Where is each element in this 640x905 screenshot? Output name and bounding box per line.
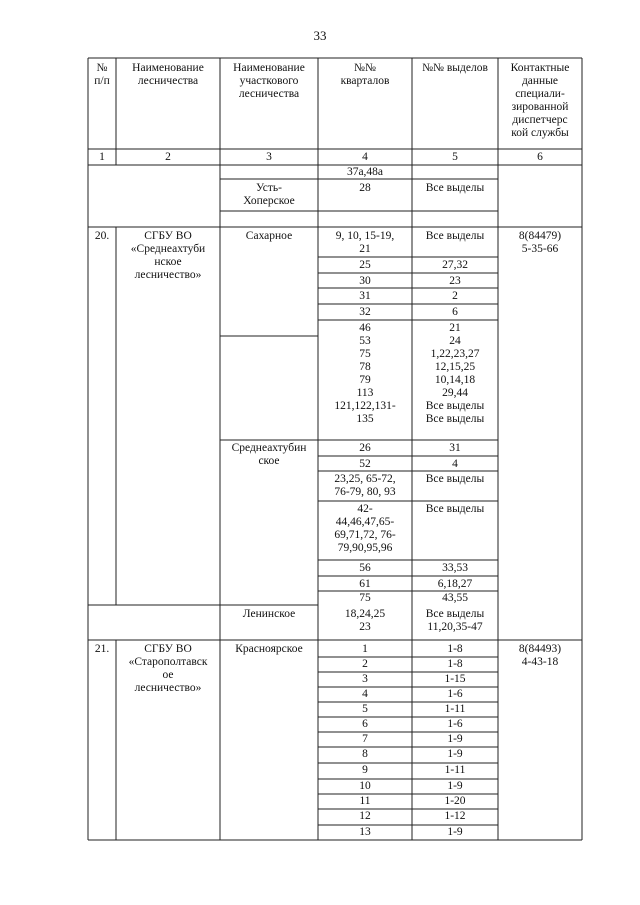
parcels-cell: 1-8 xyxy=(447,658,463,670)
parcels-cell: 1-20 xyxy=(444,795,466,807)
header-text: №№ xyxy=(354,62,376,74)
parcels-cell: 1-9 xyxy=(447,733,463,745)
contact-text: 4-43-18 xyxy=(521,656,559,668)
quarters-text: 79,90,95,96 xyxy=(337,542,393,554)
forestry-text: «Среднеахтуби xyxy=(130,243,206,255)
district-text: Среднеахтубин xyxy=(231,442,307,454)
district-name: Ленинское xyxy=(242,608,296,620)
header-col-parcels xyxy=(412,62,498,75)
header-col-number xyxy=(88,62,116,88)
header-text: лесничества xyxy=(137,75,199,87)
parcels-text: Все выделы xyxy=(425,413,485,425)
header-text: данные xyxy=(521,75,559,87)
forestry-text: лесничество» xyxy=(134,269,202,281)
column-number: 1 xyxy=(99,151,105,163)
parcels-cell: 33,53 xyxy=(442,562,468,574)
header-text: п/п xyxy=(94,75,110,87)
parcels-text: 1,22,23,27 xyxy=(430,348,480,360)
forestry-name xyxy=(116,230,220,282)
quarters-text: 121,122,131- xyxy=(334,400,396,412)
parcels-cell: Все выделы xyxy=(425,473,485,485)
quarters-cell: 25 xyxy=(359,259,371,271)
quarters-text: 44,46,47,65- xyxy=(335,516,395,528)
quarters-cell: 26 xyxy=(359,442,371,454)
forestry-name xyxy=(116,643,220,695)
row-number: 20. xyxy=(94,230,110,242)
quarters-text: 9, 10, 15-19, xyxy=(335,230,395,242)
quarters-text: 23 xyxy=(359,621,371,633)
quarters-cell: 2 xyxy=(362,658,368,670)
forestry-text: лесничество» xyxy=(134,682,202,694)
quarters-cell: 56 xyxy=(359,562,371,574)
header-text: диспетчерс xyxy=(512,114,568,126)
quarters-cell: 5 xyxy=(362,703,368,715)
parcels-cell: Все выделы xyxy=(425,503,485,515)
district-name: Сахарное xyxy=(245,230,293,242)
quarters-text: 23,25, 65-72, xyxy=(334,473,396,485)
parcels-cell: 1-9 xyxy=(447,780,463,792)
contact-text: 8(84479) xyxy=(518,230,562,242)
parcels-cell: 1-15 xyxy=(444,673,466,685)
quarters-cell: 9 xyxy=(362,764,368,776)
quarters-cell: 31 xyxy=(359,290,371,302)
quarters-cell xyxy=(318,473,412,499)
header-text: кварталов xyxy=(340,75,390,87)
page-number: 33 xyxy=(313,28,327,43)
district-name: Красноярское xyxy=(235,643,303,655)
parcels-cell: 6,18,27 xyxy=(437,578,473,590)
quarters-cell xyxy=(318,503,412,555)
quarters-text: 21 xyxy=(359,243,371,255)
quarters-text: 53 xyxy=(359,335,371,347)
quarters-text: 79 xyxy=(359,374,371,386)
quarters-text: 18,24,25 xyxy=(344,608,386,620)
quarters-text: 75 xyxy=(359,348,371,360)
column-number: 3 xyxy=(266,151,272,163)
quarters-text: 78 xyxy=(359,361,371,373)
parcels-cell xyxy=(412,322,498,426)
header-text: Наименование xyxy=(132,62,204,74)
parcels-cell xyxy=(412,608,498,634)
quarters-text: 42- xyxy=(357,503,373,515)
parcels-cell: 1-9 xyxy=(447,748,463,760)
parcels-cell: 27,32 xyxy=(442,259,468,271)
quarters-cell: 3 xyxy=(362,673,368,685)
quarters-cell: 11 xyxy=(359,795,371,807)
column-number: 2 xyxy=(165,151,171,163)
parcels-cell: Все выделы xyxy=(425,182,485,194)
quarters-cell xyxy=(318,322,412,426)
header-text: зированной xyxy=(511,101,569,113)
forestry-text: нское xyxy=(154,256,182,268)
header-text: Наименование xyxy=(233,62,305,74)
parcels-cell: 1-6 xyxy=(447,688,463,700)
parcels-cell: 1-8 xyxy=(447,643,463,655)
header-text: лесничества xyxy=(238,88,300,100)
quarters-cell: 75 xyxy=(359,592,371,604)
parcels-cell: 1-12 xyxy=(444,810,466,822)
contact-cell xyxy=(498,643,582,669)
district-name xyxy=(220,442,318,468)
header-text: специали- xyxy=(515,88,565,100)
quarters-cell: 12 xyxy=(359,810,371,822)
parcels-cell: 1-6 xyxy=(447,718,463,730)
quarters-cell xyxy=(318,230,412,256)
parcels-text: 10,14,18 xyxy=(434,374,476,386)
quarters-cell xyxy=(318,608,412,634)
parcels-text: 24 xyxy=(449,335,461,347)
column-number: 5 xyxy=(452,151,458,163)
quarters-cell: 10 xyxy=(359,780,371,792)
contact-text: 8(84493) xyxy=(518,643,562,655)
parcels-cell: 31 xyxy=(449,442,461,454)
header-text: участкового xyxy=(239,75,299,87)
header-col-contact xyxy=(498,62,582,140)
quarters-cell: 32 xyxy=(359,306,371,318)
forestry-text: СГБУ ВО xyxy=(144,230,192,242)
parcels-cell: 1-11 xyxy=(444,703,466,715)
quarters-cell: 7 xyxy=(362,733,368,745)
row-number: 21. xyxy=(94,643,110,655)
parcels-cell: 43,55 xyxy=(442,592,468,604)
parcels-cell: 1-11 xyxy=(444,764,466,776)
quarters-cell: 37а,48а xyxy=(346,166,384,178)
quarters-cell: 6 xyxy=(362,718,368,730)
quarters-cell: 4 xyxy=(362,688,368,700)
parcels-text: Все выделы xyxy=(425,400,485,412)
quarters-cell: 30 xyxy=(359,275,371,287)
parcels-cell: 23 xyxy=(449,275,461,287)
quarters-cell: 13 xyxy=(359,826,371,838)
header-text: № xyxy=(96,62,108,74)
forestry-text: СГБУ ВО xyxy=(144,643,192,655)
forestry-text: «Старополтавск xyxy=(128,656,208,668)
parcels-cell: Все выделы xyxy=(425,230,485,242)
district-text: ское xyxy=(258,455,280,467)
contact-text: 5-35-66 xyxy=(521,243,559,255)
header-col-district xyxy=(220,62,318,101)
parcels-text: Все выделы xyxy=(425,608,485,620)
column-number: 4 xyxy=(362,151,368,163)
parcels-cell: 1-9 xyxy=(447,826,463,838)
quarters-cell: 61 xyxy=(359,578,371,590)
quarters-text: 46 xyxy=(359,322,371,334)
quarters-cell: 1 xyxy=(362,643,368,655)
quarters-text: 69,71,72, 76- xyxy=(334,529,396,541)
parcels-cell: 4 xyxy=(452,458,458,470)
quarters-cell: 52 xyxy=(359,458,371,470)
parcels-text: 12,15,25 xyxy=(434,361,476,373)
quarters-cell: 8 xyxy=(362,748,368,760)
district-text: Хоперское xyxy=(243,195,295,207)
district-name xyxy=(220,182,318,208)
parcels-text: 21 xyxy=(449,322,461,334)
district-text: Усть- xyxy=(256,182,282,194)
quarters-cell: 28 xyxy=(359,182,371,194)
parcels-text: 29,44 xyxy=(442,387,468,399)
quarters-text: 76-79, 80, 93 xyxy=(334,486,396,498)
header-text: №№ выделов xyxy=(422,62,488,74)
quarters-text: 113 xyxy=(356,387,374,399)
parcels-cell: 2 xyxy=(452,290,458,302)
contact-cell xyxy=(498,230,582,256)
parcels-text: 11,20,35-47 xyxy=(427,621,483,633)
header-col-quarters xyxy=(318,62,412,88)
header-text: Контактные xyxy=(510,62,570,74)
parcels-cell: 6 xyxy=(452,306,458,318)
quarters-text: 135 xyxy=(356,413,374,425)
header-col-forestry xyxy=(116,62,220,88)
forestry-text: ое xyxy=(162,669,174,681)
header-text: кой службы xyxy=(511,127,569,139)
column-number: 6 xyxy=(537,151,543,163)
